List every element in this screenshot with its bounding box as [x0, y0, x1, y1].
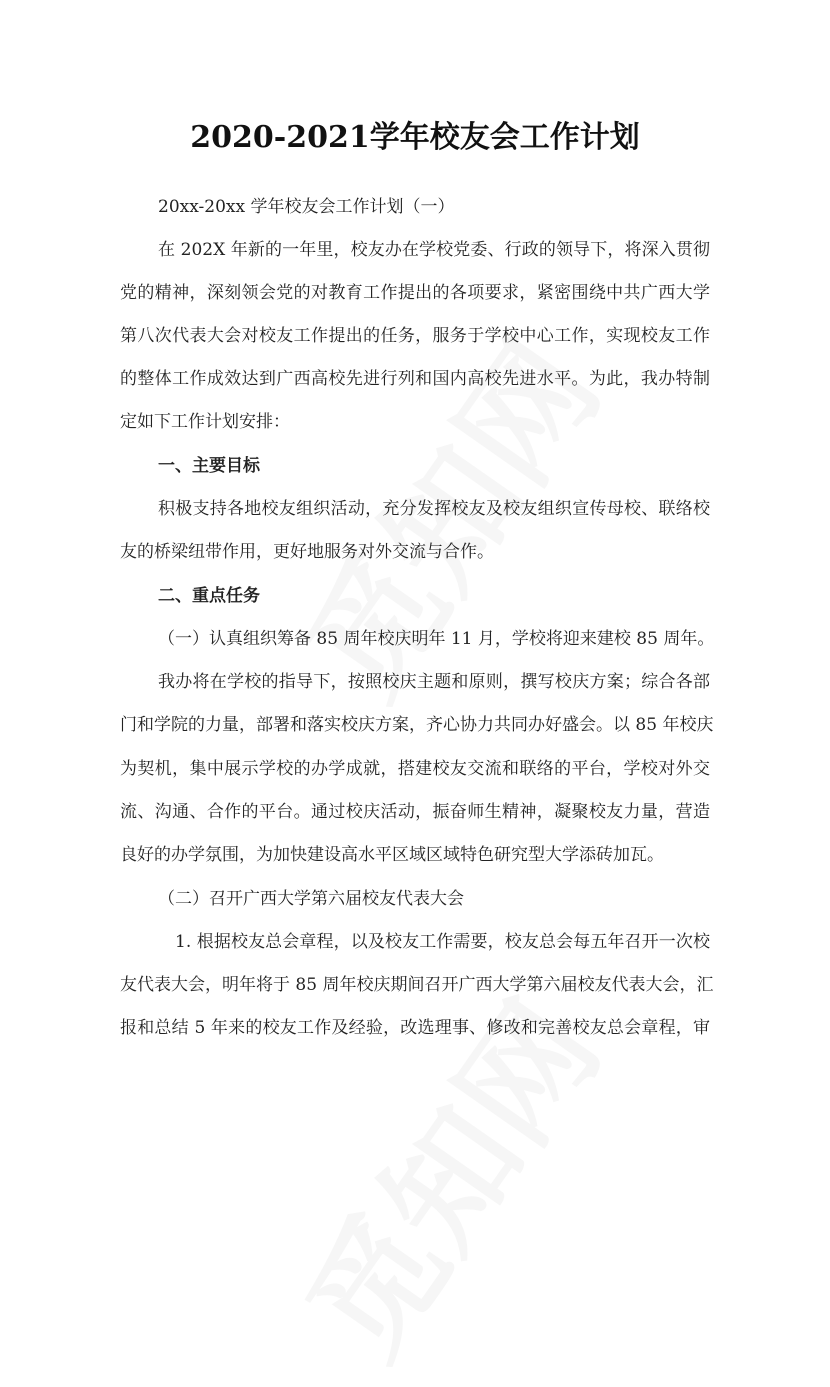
- paragraph-line: 为契机，集中展示学校的办学成就，搭建校友交流和联络的平台，学校对外交: [120, 759, 710, 779]
- paragraph-line: 良好的办学氛围，为加快建设高水平区域区域特色研究型大学添砖加瓦。: [120, 845, 664, 865]
- paragraph-line: 友的桥梁纽带作用，更好地服务对外交流与合作。: [120, 542, 494, 562]
- section-heading: 一、主要目标: [158, 456, 260, 476]
- paragraph-line: 的整体工作成效达到广西高校先进行列和国内高校先进水平。为此，我办特制: [120, 369, 710, 389]
- subsection-heading: （一）认真组织筹备 85 周年校庆明年 11 月，学校将迎来建校 85 周年。: [158, 629, 715, 649]
- paragraph-line: 定如下工作计划安排：: [120, 412, 290, 432]
- paragraph-line: 流、沟通、合作的平台。通过校庆活动，振奋师生精神，凝聚校友力量，营造: [120, 802, 710, 822]
- paragraph-line: 在 202X 年新的一年里，校友办在学校党委、行政的领导下，将深入贯彻: [158, 240, 710, 260]
- section-heading: 二、重点任务: [158, 586, 260, 606]
- paragraph-line: 我办将在学校的指导下，按照校庆主题和原则，撰写校庆方案；综合各部: [158, 672, 710, 692]
- paragraph-line: 1. 根据校友总会章程，以及校友工作需要，校友总会每五年召开一次校: [175, 932, 710, 952]
- paragraph-line: 友代表大会，明年将于 85 周年校庆期间召开广西大学第六届校友代表大会，汇: [120, 975, 714, 995]
- paragraph-line: 门和学院的力量，部署和落实校庆方案，齐心协力共同办好盛会。以 85 年校庆: [120, 715, 714, 735]
- paragraph-line: 第八次代表大会对校友工作提出的任务，服务于学校中心工作，实现校友工作: [120, 326, 710, 346]
- paragraph-line: 报和总结 5 年来的校友工作及经验，改选理事、修改和完善校友总会章程，审: [120, 1018, 710, 1038]
- paragraph-line: 积极支持各地校友组织活动，充分发挥校友及校友组织宣传母校、联络校: [158, 499, 710, 519]
- document-title: 2020-2021学年校友会工作计划: [190, 120, 640, 155]
- subtitle: 20xx-20xx 学年校友会工作计划（一）: [158, 197, 455, 217]
- paragraph-line: 党的精神，深刻领会党的对教育工作提出的各项要求，紧密围绕中共广西大学: [120, 283, 710, 303]
- subsection-heading: （二）召开广西大学第六届校友代表大会: [158, 889, 464, 909]
